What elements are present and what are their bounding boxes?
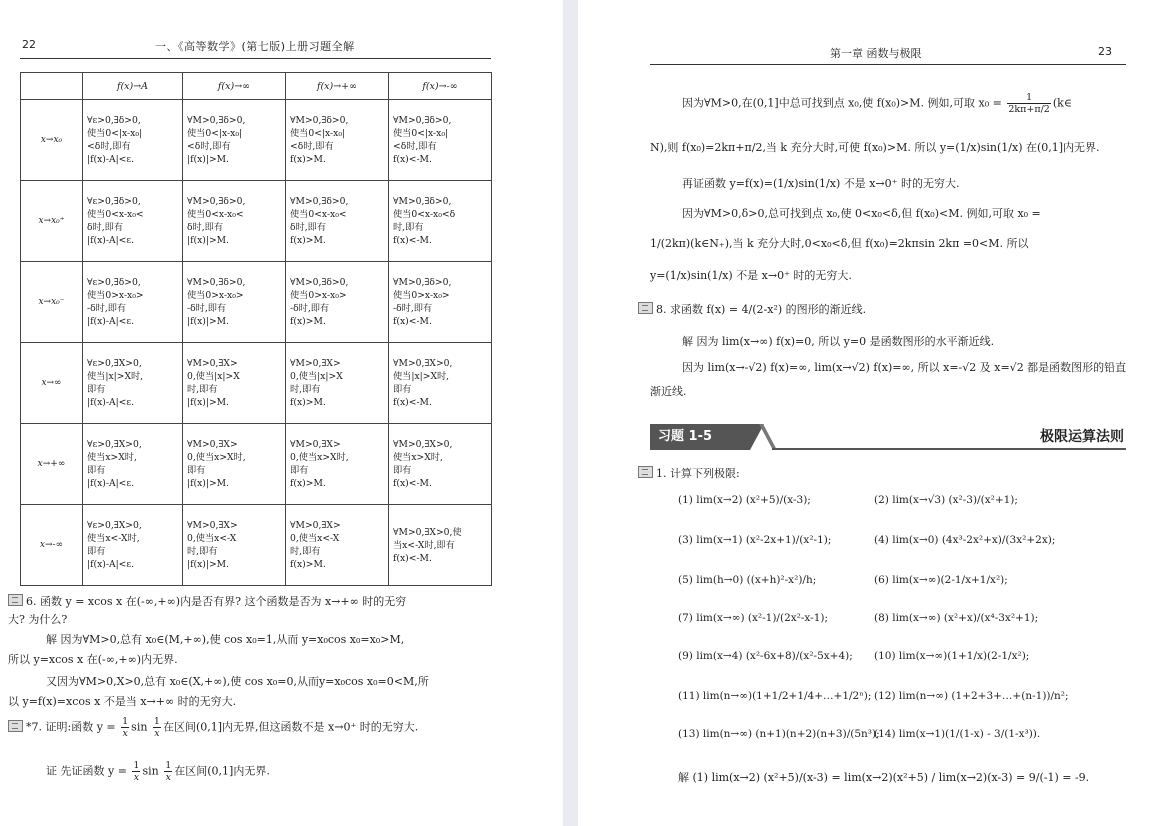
table-cell <box>389 262 492 343</box>
cell-text: ∀M>0,∃δ>0, 使当0<|x-x₀| <δ时,即有 f(x)<-M. <box>393 115 452 165</box>
row-label: x→-∞ <box>21 505 83 586</box>
cell-text: ∀M>0,∃X>0,使 当x<-X时,即有 f(x)<-M. <box>393 526 462 564</box>
q8-solution-1: 解 因为 lim(x→∞) f(x)=0, 所以 y=0 是函数图形的水平渐近线. <box>682 335 995 348</box>
question-8-text: 8. 求函数 f(x) = 4/(2-x²) 的图形的渐近线. <box>656 303 867 316</box>
table-cell <box>83 262 183 343</box>
row-label: x→x₀⁻ <box>21 262 83 343</box>
table-cell <box>83 100 183 181</box>
cell-text: ∀ε>0,∃δ>0, 使当0<|x-x₀| <δ时,即有 |f(x)-A|<ε. <box>87 115 143 165</box>
cell-text: ∀M>0,∃X>0, 使当|x|>X时, 即有 f(x)<-M. <box>393 358 453 408</box>
table-row <box>21 100 492 181</box>
question-7-sin: sin <box>131 720 148 734</box>
para-4: 因为∀M>0,δ>0,总可找到点 x₀,使 0<x₀<δ,但 f(x₀)<M. 例如,可取 x₀ = <box>682 207 1041 220</box>
exercise-item: (5) lim(h→0) ((x+h)²-x²)/h; <box>678 574 817 586</box>
header-rule <box>20 58 491 59</box>
table-cell <box>389 181 492 262</box>
cell-text: ∀ε>0,∃X>0, 使当x<-X时, 即有 |f(x)-A|<ε. <box>87 520 142 570</box>
table-header-cell: f(x)→∞ <box>183 73 286 100</box>
cell-text: ∀M>0,∃δ>0, 使当0>x-x₀> -δ时,即有 f(x)<-M. <box>393 277 452 327</box>
pen-icon <box>638 302 653 314</box>
cell-text: ∀M>0,∃δ>0, 使当0>x-x₀> -δ时,即有 |f(x)|>M. <box>187 277 246 327</box>
para-1-text: 因为∀M>0,在(0,1]中总可找到点 x₀,使 f(x₀)>M. 例如,可取 x₀ = <box>682 96 1002 110</box>
page-number: 23 <box>1098 45 1112 58</box>
para-5: 1/(2kπ)(k∈N₊),当 k 充分大时,0<x₀<δ,但 f(x₀)=2kπsin 2kπ =0<M. 所以 <box>650 237 1029 250</box>
pen-icon <box>8 720 23 732</box>
question-7 <box>8 716 418 739</box>
table-cell <box>83 505 183 586</box>
table-header-cell: f(x)→-∞ <box>389 73 492 100</box>
section-label: 习题 1-5 <box>650 424 750 450</box>
question-6-line1: 6. 函数 y = xcos x 在(-∞,+∞)内是否有界? 这个函数是否为 x→+∞ 时的无穷 <box>26 595 407 608</box>
q6-solution-4: 以 y=f(x)=xcos x 不是当 x→+∞ 时的无穷大. <box>8 695 237 708</box>
exercise-item: (6) lim(x→∞)(2-1/x+1/x²); <box>874 574 1008 586</box>
table-cell <box>183 505 286 586</box>
table-cell <box>286 262 389 343</box>
table-cell <box>286 424 389 505</box>
cell-text: ∀M>0,∃δ>0, 使当0<x-x₀<δ 时,即有 f(x)<-M. <box>393 196 456 246</box>
exercise-item: (9) lim(x→4) (x²-6x+8)/(x²-5x+4); <box>678 650 853 662</box>
table-row <box>21 262 492 343</box>
para-1 <box>682 92 1072 115</box>
table-cell <box>83 181 183 262</box>
table-cell <box>286 505 389 586</box>
table-cell <box>389 424 492 505</box>
table-header-cell <box>21 73 83 100</box>
cell-text: ∀ε>0,∃δ>0, 使当0>x-x₀> -δ时,即有 |f(x)-A|<ε. <box>87 277 144 327</box>
exercise-item: (2) lim(x→√3) (x²-3)/(x²+1); <box>874 494 1018 506</box>
exercise-item: (10) lim(x→∞)(1+1/x)(2-1/x²); <box>874 650 1030 662</box>
row-label: x→x₀ <box>21 100 83 181</box>
row-label: x→+∞ <box>21 424 83 505</box>
table-cell <box>183 262 286 343</box>
para-3: 再证函数 y=f(x)=(1/x)sin(1/x) 不是 x→0⁺ 时的无穷大. <box>682 177 960 190</box>
table-cell <box>389 100 492 181</box>
cell-text: ∀M>0,∃δ>0, 使当0<x-x₀< δ时,即有 |f(x)|>M. <box>187 196 246 246</box>
cell-text: ∀M>0,∃δ>0, 使当0<|x-x₀| <δ时,即有 |f(x)|>M. <box>187 115 246 165</box>
proof-prefix: 证 先证函数 y = <box>46 764 127 778</box>
fraction-1-over-x: $\frac{1}{x}$ <box>165 760 172 783</box>
proof-sin: sin <box>142 764 159 778</box>
section-banner <box>650 424 1126 450</box>
table-row <box>21 424 492 505</box>
pen-icon <box>8 594 23 606</box>
cell-text: ∀ε>0,∃X>0, 使当|x|>X时, 即有 |f(x)-A|<ε. <box>87 358 144 408</box>
proof-line <box>46 760 270 783</box>
table-header-cell: f(x)→A <box>83 73 183 100</box>
table-cell <box>183 424 286 505</box>
answer-1: 解 (1) lim(x→2) (x²+5)/(x-3) = lim(x→2)(x²+5) / lim(x→2)(x-3) = 9/(-1) = -9. <box>678 771 1090 784</box>
table-cell <box>83 343 183 424</box>
row-label: x→x₀⁺ <box>21 181 83 262</box>
running-head: 一、《高等数学》(第七版)上册习题全解 <box>155 40 355 53</box>
cell-text: ∀ε>0,∃δ>0, 使当0<x-x₀< δ时,即有 |f(x)-A|<ε. <box>87 196 144 246</box>
table-cell <box>389 505 492 586</box>
page-gutter <box>563 0 578 826</box>
cell-text: ∀M>0,∃X> 0,使当x>X时, 即有 f(x)>M. <box>290 439 349 489</box>
cell-text: ∀M>0,∃X> 0,使当x<-X 时,即有 f(x)>M. <box>290 520 341 570</box>
row-label: x→∞ <box>21 343 83 424</box>
q8-solution-3: 渐近线. <box>650 385 687 398</box>
q6-solution-2: 所以 y=xcos x 在(-∞,+∞)内无界. <box>8 653 178 666</box>
header-rule <box>650 64 1126 65</box>
banner-underline <box>772 448 1126 450</box>
para-2: N),则 f(x₀)=2kπ+π/2,当 k 充分大时,可使 f(x₀)>M. 所以 y=(1/x)sin(1/x) 在(0,1]内无界. <box>650 141 1100 154</box>
fraction-1-over-x: $\frac{1}{x}$ <box>133 760 140 783</box>
cell-text: ∀ε>0,∃X>0, 使当x>X时, 即有 |f(x)-A|<ε. <box>87 439 142 489</box>
table-cell <box>83 424 183 505</box>
exercise-item: (4) lim(x→0) (4x³-2x²+x)/(3x²+2x); <box>874 534 1056 546</box>
left-page <box>0 0 563 826</box>
table-cell <box>389 343 492 424</box>
exercise-item: (7) lim(x→∞) (x²-1)/(2x²-x-1); <box>678 612 829 624</box>
table-row <box>21 343 492 424</box>
para-6: y=(1/x)sin(1/x) 不是 x→0⁺ 时的无穷大. <box>650 269 852 282</box>
cell-text: ∀M>0,∃X>0, 使当x>X时, 即有 f(x)<-M. <box>393 439 453 489</box>
running-head: 第一章 函数与极限 <box>830 47 922 60</box>
table-cell <box>286 181 389 262</box>
table-row <box>21 181 492 262</box>
table-cell <box>183 343 286 424</box>
cell-text: ∀M>0,∃X> 0,使当|x|>X 时,即有 f(x)>M. <box>290 358 343 408</box>
question-6-line2: 大? 为什么? <box>8 613 68 626</box>
exercise-item: (11) lim(n→∞)(1+1/2+1/4+…+1/2ⁿ); <box>678 690 872 702</box>
fraction-x0: $\frac{1}{2k\pi+\pi/2}$ <box>1008 92 1050 115</box>
q6-solution-3: 又因为∀M>0,X>0,总有 x₀∈(X,+∞),使 cos x₀=0,从而y=x₀cos x₀=0<M,所 <box>46 675 429 688</box>
cell-text: ∀M>0,∃X> 0,使当|x|>X 时,即有 |f(x)|>M. <box>187 358 240 408</box>
proof-suffix: 在区间(0,1]内无界. <box>174 764 270 778</box>
fraction-1-over-x: $\frac{1}{x}$ <box>122 716 129 739</box>
question-7-prefix: *7. 证明:函数 y = <box>26 720 116 734</box>
question-6 <box>8 594 406 609</box>
exercise-item: (3) lim(x→1) (x²-2x+1)/(x²-1); <box>678 534 832 546</box>
right-page <box>578 0 1150 826</box>
exercise-1 <box>638 466 740 481</box>
pen-icon <box>638 466 653 478</box>
limit-definition-table <box>20 72 492 586</box>
table-cell <box>286 100 389 181</box>
table-cell <box>183 100 286 181</box>
table-header-cell: f(x)→+∞ <box>286 73 389 100</box>
exercise-item: (14) lim(x→1)(1/(1-x) - 3/(1-x³)). <box>874 728 1041 740</box>
exercise-1-text: 1. 计算下列极限: <box>656 467 740 480</box>
question-7-suffix: 在区间(0,1]内无界,但这函数不是 x→0⁺ 时的无穷大. <box>162 720 419 734</box>
q6-solution-1: 解 因为∀M>0,总有 x₀∈(M,+∞),使 cos x₀=1,从而 y=x₀cos x₀=x₀>M, <box>46 633 405 646</box>
section-title: 极限运算法则 <box>1040 429 1124 445</box>
exercise-item: (8) lim(x→∞) (x²+x)/(x⁴-3x²+1); <box>874 612 1039 624</box>
exercise-item: (12) lim(n→∞) (1+2+3+…+(n-1))/n²; <box>874 690 1069 702</box>
page-number: 22 <box>22 38 36 51</box>
q8-solution-2: 因为 lim(x→-√2) f(x)=∞, lim(x→√2) f(x)=∞, 所以 x=-√2 及 x=√2 都是函数图形的铅直 <box>682 361 1127 374</box>
cell-text: ∀M>0,∃δ>0, 使当0>x-x₀> -δ时,即有 f(x)>M. <box>290 277 349 327</box>
table-row <box>21 505 492 586</box>
table-cell <box>183 181 286 262</box>
cell-text: ∀M>0,∃X> 0,使当x>X时, 即有 |f(x)|>M. <box>187 439 246 489</box>
table-header-row <box>21 73 492 100</box>
cell-text: ∀M>0,∃δ>0, 使当0<x-x₀< δ时,即有 f(x)>M. <box>290 196 349 246</box>
exercise-item: (1) lim(x→2) (x²+5)/(x-3); <box>678 494 811 506</box>
exercise-item: (13) lim(n→∞) (n+1)(n+2)(n+3)/(5n³); <box>678 728 880 740</box>
question-8 <box>638 302 866 317</box>
fraction-1-over-x: $\frac{1}{x}$ <box>153 716 160 739</box>
cell-text: ∀M>0,∃δ>0, 使当0<|x-x₀| <δ时,即有 f(x)>M. <box>290 115 349 165</box>
table-cell <box>286 343 389 424</box>
para-1-tail: (k∈ <box>1052 96 1072 110</box>
cell-text: ∀M>0,∃X> 0,使当x<-X 时,即有 |f(x)|>M. <box>187 520 238 570</box>
